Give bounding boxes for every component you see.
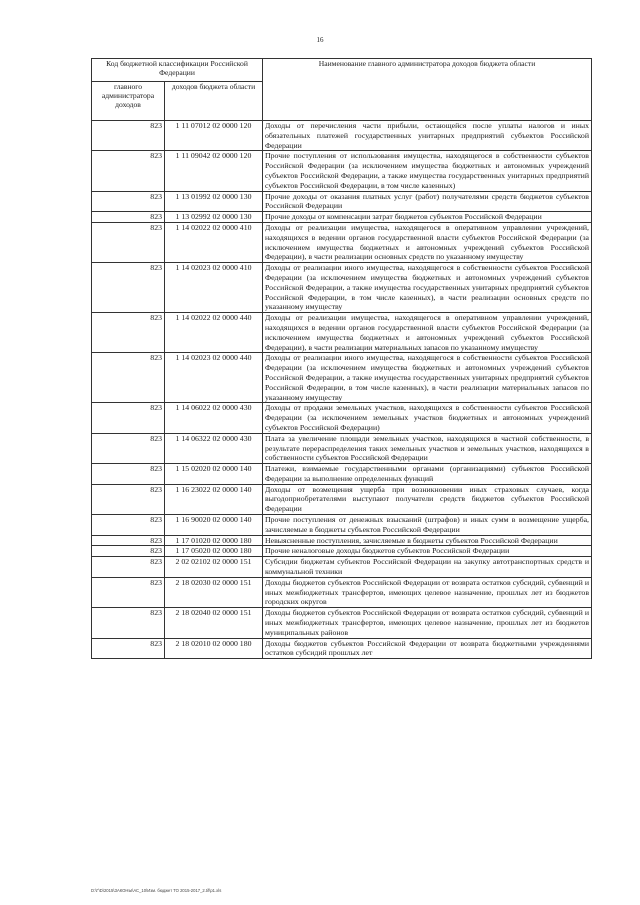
revenue-code-cell: 1 14 02023 02 0000 410 — [165, 263, 263, 313]
description-cell: Плата за увеличение площади земельных участков, находящихся в частной собственности, в результате перераспределения таких земельных участков и земельных участков, находящихся в собственности субъектов Российской Федерации — [263, 433, 592, 463]
table-row — [92, 263, 592, 313]
header-admin-main: главного администратора доходов — [92, 82, 165, 121]
description-cell: Доходы от реализации имущества, находящегося в оперативном управлении учреждений, находящихся в ведении органов государственной власти субъектов Российской Федерации (за исключением имущества бюджетных и автономных учреждений субъектов Российской Федерации), в части реализации материальных запасов по указанному имуществу — [263, 313, 592, 353]
header-revenue: доходов бюджета области — [165, 82, 263, 121]
description-cell: Невыясненные поступления, зачисляемые в бюджеты субъектов Российской Федерации — [263, 535, 592, 546]
description-cell: Доходы от реализации иного имущества, находящегося в собственности субъектов Российской Федерации (за исключением имущества бюджетных и автономных учреждений субъектов Российской Федерации, а также имущества государственных унитарных предприятий субъектов Российской Федерации, в том числе казенных), в части реализации основных средств по указанному имуществу — [263, 263, 592, 313]
revenue-code-cell: 1 11 07012 02 0000 120 — [165, 121, 263, 151]
table-row — [92, 464, 592, 485]
description-cell: Доходы бюджетов субъектов Российской Федерации от возврата остатков субсидий, субвенций и иных межбюджетных трансфертов, имеющих целевое назначение, прошлых лет из бюджетов муниципальных районов — [263, 608, 592, 638]
table-body — [92, 121, 592, 659]
description-cell: Доходы от перечисления части прибыли, остающейся после уплаты налогов и иных обязательных платежей государственных унитарных предприятий субъектов Российской Федерации — [263, 121, 592, 151]
header-name: Наименование главного администратора доходов бюджета области — [263, 59, 592, 121]
admin-code-cell: 823 — [92, 191, 165, 212]
description-cell: Платежи, взимаемые государственными органами (организациями) субъектов Российской Федерации за выполнение определенных функций — [263, 464, 592, 485]
admin-code-cell: 823 — [92, 638, 165, 659]
admin-code-cell: 823 — [92, 546, 165, 557]
table-row — [92, 515, 592, 536]
budget-table — [91, 58, 592, 659]
admin-code-cell: 823 — [92, 557, 165, 578]
admin-code-cell: 823 — [92, 608, 165, 638]
admin-code-cell: 823 — [92, 515, 165, 536]
description-cell: Прочие неналоговые доходы бюджетов субъектов Российской Федерации — [263, 546, 592, 557]
description-cell: Доходы от реализации иного имущества, находящегося в собственности субъектов Российской Федерации (за исключением имущества бюджетных и автономных учреждений субъектов Российской Федерации, а также имущества государственных унитарных предприятий субъектов Российской Федерации, в том числе казенных), в части реализации материальных запасов по указанному имуществу — [263, 353, 592, 403]
description-cell: Доходы от возмещения ущерба при возникновении иных страховых случаев, когда выгодоприобретателями выступают получатели средств бюджетов субъектов Российской Федерации — [263, 484, 592, 514]
revenue-code-cell: 1 17 01020 02 0000 180 — [165, 535, 263, 546]
description-cell: Субсидии бюджетам субъектов Российской Федерации на закупку автотранспортных средств и коммунальной техники — [263, 557, 592, 578]
description-cell: Прочие доходы от оказания платных услуг (работ) получателями средств бюджетов субъектов Российской Федерации — [263, 191, 592, 212]
table-row — [92, 191, 592, 212]
description-cell: Прочие поступления от использования имущества, находящегося в собственности субъектов Российской Федерации (за исключением имущества бюджетных и автономных учреждений субъектов Российской Федерации, а также имущества государственных унитарных предприятий субъектов Российской Федерации, в том числе казенных) — [263, 151, 592, 191]
admin-code-cell: 823 — [92, 535, 165, 546]
revenue-code-cell: 2 18 02010 02 0000 180 — [165, 638, 263, 659]
revenue-code-cell: 1 14 02023 02 0000 440 — [165, 353, 263, 403]
table-row — [92, 403, 592, 433]
header-bk-code: Код бюджетной классификации Российской Федерации — [92, 59, 263, 82]
revenue-code-cell: 2 18 02030 02 0000 151 — [165, 577, 263, 607]
revenue-code-cell: 2 02 02102 02 0000 151 — [165, 557, 263, 578]
admin-code-cell: 823 — [92, 464, 165, 485]
table-row — [92, 121, 592, 151]
description-cell: Прочие поступления от денежных взысканий (штрафов) и иных сумм в возмещение ущерба, зачисляемые в бюджеты субъектов Российской Федерации — [263, 515, 592, 536]
description-cell: Доходы от реализации имущества, находящегося в оперативном управлении учреждений, находящихся в ведении органов государственной власти субъектов Российской Федерации (за исключением имущества бюджетных и автономных учреждений субъектов Российской Федерации), в части реализации основных средств по указанному имуществу — [263, 222, 592, 262]
table-row — [92, 212, 592, 223]
admin-code-cell: 823 — [92, 151, 165, 191]
revenue-code-cell: 1 15 02020 02 0000 140 — [165, 464, 263, 485]
table-row — [92, 313, 592, 353]
revenue-code-cell: 1 14 06322 02 0000 430 — [165, 433, 263, 463]
table-row — [92, 577, 592, 607]
admin-code-cell: 823 — [92, 433, 165, 463]
revenue-code-cell: 1 17 05020 02 0000 180 — [165, 546, 263, 557]
admin-code-cell: 823 — [92, 577, 165, 607]
footer-path: D:\Г\D\2015\ЗАКОНЫ\АС_10\Изм. бюджет ТО 2015-2017_2.tif\p1.xls — [91, 888, 222, 893]
description-cell: Прочие доходы от компенсации затрат бюджетов субъектов Российской Федерации — [263, 212, 592, 223]
revenue-code-cell: 1 14 02022 02 0000 440 — [165, 313, 263, 353]
revenue-code-cell: 1 13 01992 02 0000 130 — [165, 191, 263, 212]
admin-code-cell: 823 — [92, 121, 165, 151]
admin-code-cell: 823 — [92, 222, 165, 262]
table-row — [92, 608, 592, 638]
description-cell: Доходы от продажи земельных участков, находящихся в собственности субъектов Российской Федерации (за исключением земельных участков бюджетных и автономных учреждений субъектов Российской Федерации) — [263, 403, 592, 433]
revenue-code-cell: 2 18 02040 02 0000 151 — [165, 608, 263, 638]
table-row — [92, 546, 592, 557]
admin-code-cell: 823 — [92, 212, 165, 223]
admin-code-cell: 823 — [92, 263, 165, 313]
table-row — [92, 151, 592, 191]
description-cell: Доходы бюджетов субъектов Российской Федерации от возврата бюджетными учреждениями остатков субсидий прошлых лет — [263, 638, 592, 659]
admin-code-cell: 823 — [92, 313, 165, 353]
table-row — [92, 557, 592, 578]
table-row — [92, 484, 592, 514]
page-number: 16 — [316, 36, 324, 44]
revenue-code-cell: 1 13 02992 02 0000 130 — [165, 212, 263, 223]
table-row — [92, 222, 592, 262]
revenue-code-cell: 1 11 09042 02 0000 120 — [165, 151, 263, 191]
revenue-code-cell: 1 16 23022 02 0000 140 — [165, 484, 263, 514]
revenue-code-cell: 1 16 90020 02 0000 140 — [165, 515, 263, 536]
table-header-row — [92, 59, 592, 82]
table-row — [92, 535, 592, 546]
table-row — [92, 433, 592, 463]
table-row — [92, 353, 592, 403]
admin-code-cell: 823 — [92, 353, 165, 403]
admin-code-cell: 823 — [92, 484, 165, 514]
table-row — [92, 638, 592, 659]
revenue-code-cell: 1 14 02022 02 0000 410 — [165, 222, 263, 262]
description-cell: Доходы бюджетов субъектов Российской Федерации от возврата остатков субсидий, субвенций и иных межбюджетных трансфертов, имеющих целевое назначение, прошлых лет из бюджетов городских округов — [263, 577, 592, 607]
admin-code-cell: 823 — [92, 403, 165, 433]
revenue-code-cell: 1 14 06022 02 0000 430 — [165, 403, 263, 433]
